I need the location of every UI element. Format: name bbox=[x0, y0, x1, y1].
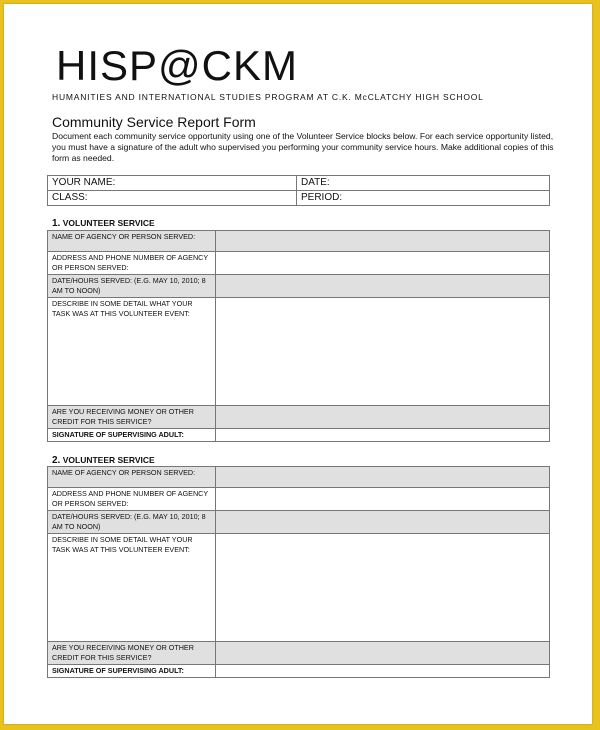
describe-field[interactable] bbox=[216, 298, 550, 406]
address-field[interactable] bbox=[216, 252, 550, 275]
address-label: ADDRESS AND PHONE NUMBER OF AGENCY OR PERSON SERVED: bbox=[48, 488, 216, 511]
logo-hisp: HISP@ bbox=[56, 42, 202, 89]
volunteer-service-1-table bbox=[47, 230, 550, 442]
describe-label: DESCRIBE IN SOME DETAIL WHAT YOUR TASK WAS AT THIS VOLUNTEER EVENT: bbox=[48, 534, 216, 642]
describe-label: DESCRIBE IN SOME DETAIL WHAT YOUR TASK WAS AT THIS VOLUNTEER EVENT: bbox=[48, 298, 216, 406]
section-1-title: VOLUNTEER SERVICE bbox=[62, 218, 155, 228]
agency-field[interactable] bbox=[216, 467, 550, 488]
section-2-number: 2. bbox=[52, 455, 61, 466]
agency-label: NAME OF AGENCY OR PERSON SERVED: bbox=[48, 467, 216, 488]
page-title: Community Service Report Form bbox=[52, 114, 256, 130]
address-label: ADDRESS AND PHONE NUMBER OF AGENCY OR PERSON SERVED: bbox=[48, 252, 216, 275]
section-1-number: 1. bbox=[52, 218, 61, 229]
program-name: HUMANITIES AND INTERNATIONAL STUDIES PROGRAM AT C.K. McCLATCHY HIGH SCHOOL bbox=[52, 92, 484, 102]
agency-label: NAME OF AGENCY OR PERSON SERVED: bbox=[48, 231, 216, 252]
date-hours-field[interactable] bbox=[216, 511, 550, 534]
section-2-title: VOLUNTEER SERVICE bbox=[62, 455, 155, 465]
class-field[interactable]: CLASS: bbox=[48, 191, 297, 206]
section-2-heading bbox=[52, 455, 155, 466]
signature-field[interactable] bbox=[216, 429, 550, 442]
volunteer-service-2-table bbox=[47, 466, 550, 678]
signature-label: SIGNATURE OF SUPERVISING ADULT: bbox=[48, 665, 216, 678]
date-field[interactable]: DATE: bbox=[297, 176, 550, 191]
money-credit-field[interactable] bbox=[216, 642, 550, 665]
date-hours-label: DATE/HOURS SERVED: (E.G. MAY 10, 2010; 8 AM TO NOON) bbox=[48, 275, 216, 298]
money-credit-label: ARE YOU RECEIVING MONEY OR OTHER CREDIT FOR THIS SERVICE? bbox=[48, 406, 216, 429]
student-info-table bbox=[47, 175, 550, 206]
address-field[interactable] bbox=[216, 488, 550, 511]
money-credit-field[interactable] bbox=[216, 406, 550, 429]
date-hours-field[interactable] bbox=[216, 275, 550, 298]
signature-field[interactable] bbox=[216, 665, 550, 678]
section-1-heading bbox=[52, 218, 155, 229]
agency-field[interactable] bbox=[216, 231, 550, 252]
logo-ckm: CKM bbox=[201, 42, 299, 89]
date-hours-label: DATE/HOURS SERVED: (E.G. MAY 10, 2010; 8 AM TO NOON) bbox=[48, 511, 216, 534]
logo bbox=[56, 42, 298, 90]
money-credit-label: ARE YOU RECEIVING MONEY OR OTHER CREDIT FOR THIS SERVICE? bbox=[48, 642, 216, 665]
name-field[interactable]: YOUR NAME: bbox=[48, 176, 297, 191]
signature-label: SIGNATURE OF SUPERVISING ADULT: bbox=[48, 429, 216, 442]
form-instructions: Document each community service opportunity using one of the Volunteer Service blocks below. For each service opportunity listed, you must have a signature of the adult who supervised you performing your community service hours. Make additional copies of this form as needed. bbox=[52, 131, 554, 163]
describe-field[interactable] bbox=[216, 534, 550, 642]
period-field[interactable]: PERIOD: bbox=[297, 191, 550, 206]
